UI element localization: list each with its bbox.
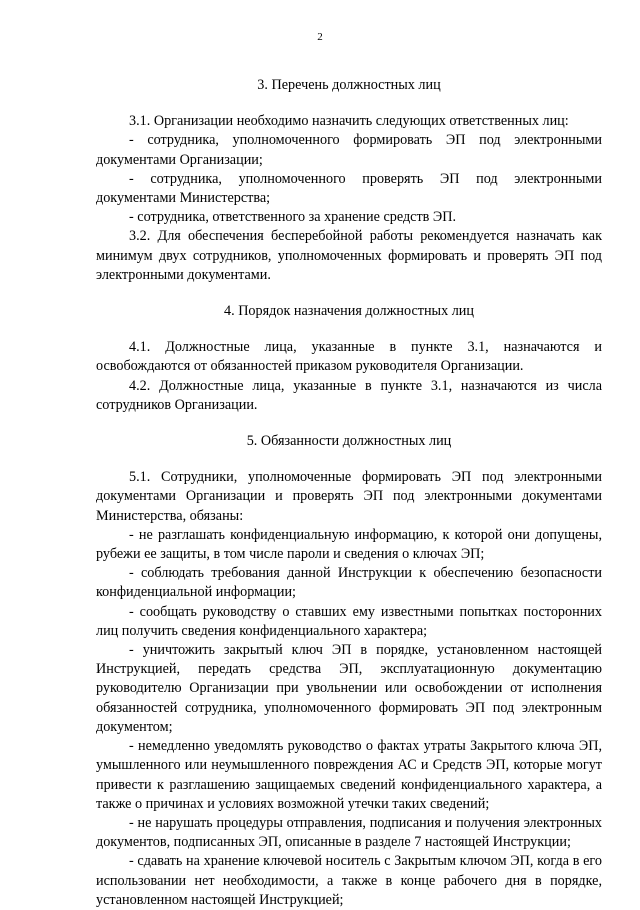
paragraph: 5.1. Сотрудники, уполномоченные формировать ЭП под электронными документами Организации и проверять ЭП под электронными документами Министерства, обязаны: <box>96 469 602 524</box>
paragraph: - не разглашать конфиденциальную информацию, к которой они допущены, рубежи ее защиты, в том числе пароли и сведения о ключах ЭП; <box>96 526 602 563</box>
page-number: 2 <box>317 31 323 43</box>
paragraph: - сдавать на хранение ключевой носитель с Закрытым ключом ЭП, когда в его использовании нет необходимости, а также в конце рабочего дня в порядке, установленном настоящей Инструкцией; <box>96 853 602 908</box>
paragraph: - уничтожить закрытый ключ ЭП в порядке, установленном настоящей Инструкцией, передать средства ЭП, эксплуатационную документацию руководителю Организации при увольнении или освобождении от исполнения обязанностей сотрудника, уполномоченного формировать ЭП под электронным документом; <box>96 642 602 735</box>
paragraph: - сотрудника, уполномоченного формировать ЭП под электронными документами Организации; <box>96 132 602 168</box>
paragraph: - сообщать руководству о ставших ему известными попытках посторонних лиц получить сведения конфиденциального характера; <box>96 603 602 639</box>
section-heading: 5. Обязанности должностных лиц <box>246 433 452 450</box>
paragraph: 3.1. Организации необходимо назначить следующих ответственных лиц: <box>129 113 569 130</box>
paragraph: - не нарушать процедуры отправления, подписания и получения электронных документов, подписанных ЭП, описанные в разделе 7 настоящей Инструкции; <box>96 814 602 851</box>
section-heading: 3. Перечень должностных лиц <box>257 77 441 93</box>
paragraph: 4.2. Должностные лица, указанные в пункте 3.1, назначаются из числа сотрудников Организации. <box>96 377 602 413</box>
paragraph: 4.1. Должностные лица, указанные в пункте 3.1, назначаются и освобождаются от обязанностей приказом руководителя Организации. <box>96 339 602 375</box>
paragraph: - немедленно уведомлять руководство о фактах утраты Закрытого ключа ЭП, умышленного или неумышленного повреждения АС и Средств ЭП, которые могут привести к разглашению защищаемых сведений конфиденциального характера, а также о причинах и условиях возможной утечки таких сведений; <box>96 738 602 812</box>
paragraph: - соблюдать требования данной Инструкции к обеспечению безопасности конфиденциальной информации; <box>96 565 602 601</box>
paragraph: - сотрудника, уполномоченного проверять ЭП под электронными документами Министерства; <box>96 170 602 207</box>
paragraph: - сотрудника, ответственного за хранение средств ЭП. <box>129 209 457 226</box>
document-body <box>96 58 602 910</box>
paragraph: 3.2. Для обеспечения бесперебойной работы рекомендуется назначать как минимум двух сотрудников, уполномоченных формировать и проверять ЭП под электронными документами. <box>96 228 602 283</box>
section-heading: 4. Порядок назначения должностных лиц <box>224 303 474 320</box>
